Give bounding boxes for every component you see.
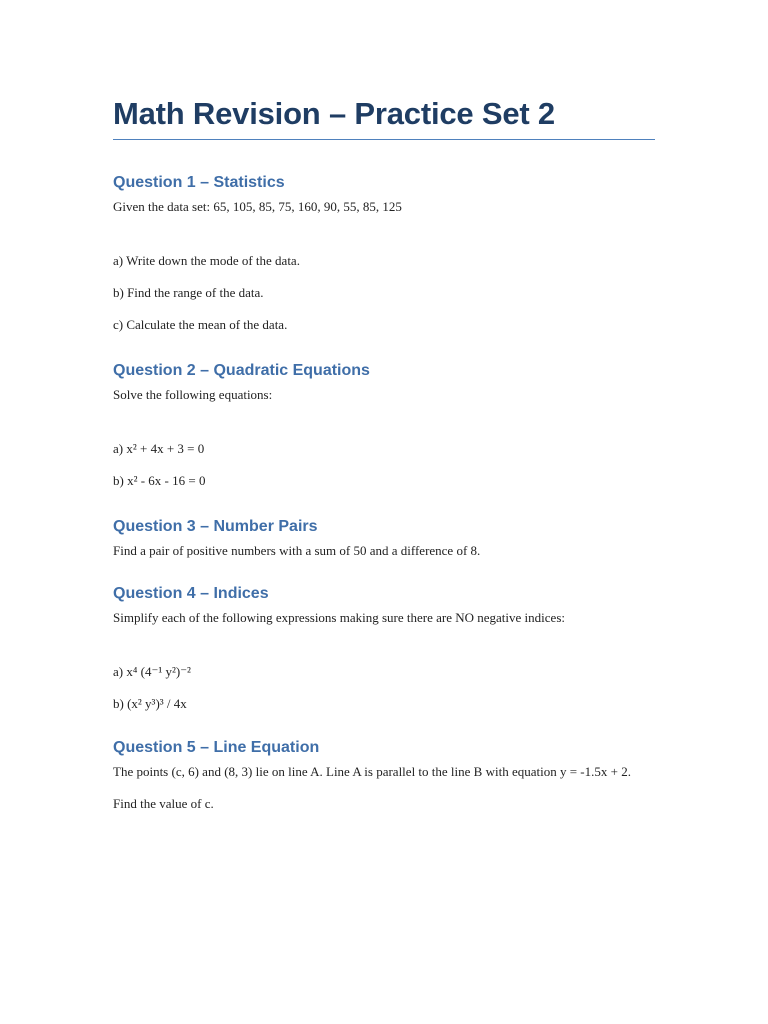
question-part: a) Write down the mode of the data.	[113, 253, 300, 268]
question-heading: Question 5 – Line Equation	[113, 739, 320, 756]
question-intro: Solve the following equations:	[113, 387, 273, 402]
question-part: a) x² + 4x + 3 = 0	[113, 441, 205, 456]
question-followup: Find the value of c.	[113, 796, 214, 811]
question-4	[113, 584, 655, 713]
question-heading: Question 2 – Quadratic Equations	[113, 362, 370, 379]
question-intro: The points (c, 6) and (8, 3) lie on line A. Line A is parallel to the line B with equation y = -1.5x + 2.	[113, 764, 631, 779]
question-heading: Question 1 – Statistics	[113, 174, 285, 191]
question-part: b) x² - 6x - 16 = 0	[113, 473, 206, 488]
question-part: a) x⁴ (4⁻¹ y²)⁻²	[113, 664, 191, 679]
question-parts	[113, 251, 655, 334]
question-intro: Given the data set: 65, 105, 85, 75, 160, 90, 55, 85, 125	[113, 199, 402, 214]
question-5	[113, 738, 655, 813]
question-part: b) (x² y³)³ / 4x	[113, 696, 187, 711]
question-1	[113, 173, 655, 334]
question-2	[113, 361, 655, 490]
question-intro: Simplify each of the following expressions making sure there are NO negative indices:	[113, 610, 565, 625]
question-3	[113, 517, 655, 560]
question-part: c) Calculate the mean of the data.	[113, 317, 288, 332]
question-intro: Find a pair of positive numbers with a sum of 50 and a difference of 8.	[113, 543, 481, 558]
question-part: b) Find the range of the data.	[113, 285, 264, 300]
document-title: Math Revision – Practice Set 2	[113, 94, 655, 140]
question-parts	[113, 662, 655, 713]
question-heading: Question 3 – Number Pairs	[113, 518, 318, 535]
question-heading: Question 4 – Indices	[113, 585, 269, 602]
question-parts	[113, 439, 655, 490]
document-page	[113, 94, 655, 813]
